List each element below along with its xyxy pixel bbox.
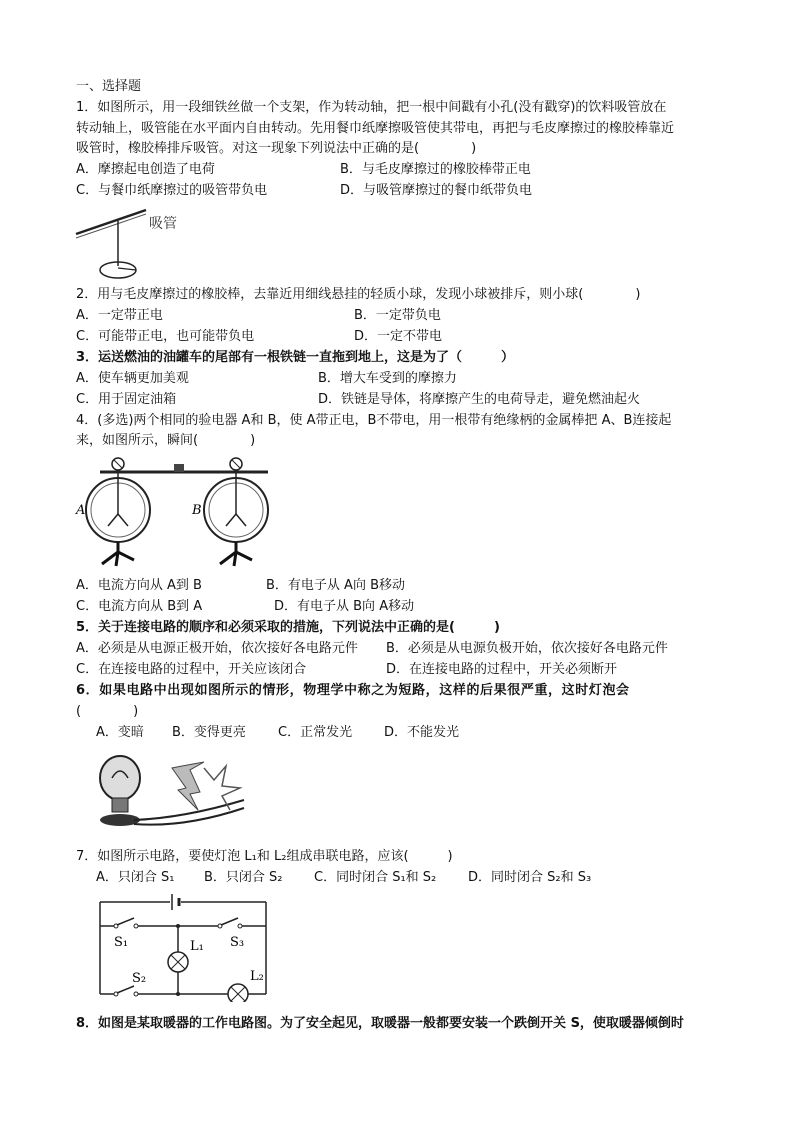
junction-top: [176, 924, 180, 928]
lamp-l2: [228, 984, 248, 1002]
q2-option-a: A．一定带正电: [76, 308, 163, 323]
section-title: 一、选择题: [76, 79, 142, 94]
wire-2: [134, 808, 244, 825]
stand-wire: [118, 268, 136, 270]
bulb-glass: [100, 756, 140, 800]
q2-option-d: D．一定不带电: [354, 329, 443, 344]
label-l1: L₁: [190, 939, 204, 954]
q6-line-1: 6．如果电路中出现如图所示的情形，物理学中称之为短路，这样的后果很严重，这时灯泡会: [76, 683, 630, 698]
q4-option-d: D．有电子从 B向 A移动: [274, 599, 415, 614]
electroscope-b-stand: [220, 542, 252, 566]
q5-option-c: C．在连接电路的过程中，开关应该闭合: [76, 662, 307, 677]
switch-s2: [117, 986, 134, 993]
q6-line-2: ( ): [76, 704, 139, 719]
q5-line-1: 5．关于连接电路的顺序和必须采取的措施，下列说法中正确的是( ): [76, 620, 500, 635]
q7-option-b: B．只闭合 S₂: [204, 870, 283, 885]
q2-line-1: 2．用与毛皮摩擦过的橡胶棒，去靠近用细线悬挂的轻质小球，发现小球被排斥，则小球( ): [76, 287, 641, 302]
q3-line-1: 3．运送燃油的油罐车的尾部有一根铁链一直拖到地上，这是为了（ ）: [76, 350, 515, 365]
switch-s3: [221, 918, 238, 925]
q1-line-1: 1．如图所示，用一段细铁丝做一个支架，作为转动轴，把一根中间戳有小孔(没有戳穿)的饮料吸管放在: [76, 100, 667, 115]
q6-option-d: D．不能发光: [384, 725, 460, 740]
electroscope-figure: [74, 452, 274, 570]
q6-option-c: C．正常发光: [278, 725, 353, 740]
label-b: B: [192, 503, 202, 518]
q6-option-a: A．变暗: [96, 725, 144, 740]
q6-option-b: B．变得更亮: [172, 725, 246, 740]
straw-label: 吸管: [149, 216, 177, 232]
q4-line-1: 4．(多选)两个相同的验电器 A和 B，使 A带正电，B不带电，用一根带有绝缘柄的金属棒把 A、B连接起: [76, 413, 672, 428]
q1-option-a: A．摩擦起电创造了电荷: [76, 162, 215, 177]
q7-option-a: A．只闭合 S₁: [96, 870, 175, 885]
straw-line: [76, 210, 146, 234]
s1-contact-b: [134, 924, 138, 928]
bulb-socket: [112, 798, 128, 812]
q7-option-d: D．同时闭合 S₂和 S₃: [468, 870, 592, 885]
q4-option-a: A．电流方向从 A到 B: [76, 578, 202, 593]
q8-line-1: 8．如图是某取暖器的工作电路图。为了安全起见，取暖器一般都要安装一个跌倒开关 S，使取暖器倾倒时: [76, 1016, 684, 1031]
q1-option-d: D．与吸管摩擦过的餐巾纸带负电: [340, 183, 533, 198]
switch-s1: [117, 918, 134, 925]
q1-option-c: C．与餐巾纸摩擦过的吸管带负电: [76, 183, 268, 198]
q3-option-b: B．增大车受到的摩擦力: [318, 371, 457, 386]
straw-line-edge: [76, 214, 146, 238]
q1-option-b: B．与毛皮摩擦过的橡胶棒带正电: [340, 162, 531, 177]
insulating-handle: [174, 464, 184, 472]
q5-option-a: A．必须是从电源正极开始，依次接好各电路元件: [76, 641, 358, 656]
q5-option-b: B．必须是从电源负极开始，依次接好各电路元件: [386, 641, 668, 656]
s3-contact-b: [238, 924, 242, 928]
circuit-diagram: [94, 888, 274, 1002]
q4-line-2: 来，如图所示，瞬间( ): [76, 433, 256, 448]
label-s3: S₃: [230, 935, 245, 950]
q3-option-d: D．铁链是导体，将摩擦产生的电荷导走，避免燃油起火: [318, 392, 641, 407]
q2-option-b: B．一定带负电: [354, 308, 441, 323]
s2-contact-b: [134, 992, 138, 996]
wire-1: [134, 800, 244, 820]
q3-option-a: A．使车辆更加美观: [76, 371, 189, 386]
label-s1: S₁: [114, 935, 129, 950]
straw-figure: [74, 208, 214, 283]
spark-burst: [172, 762, 204, 810]
q4-option-b: B．有电子从 A向 B移动: [266, 578, 405, 593]
junction-bottom: [176, 992, 180, 996]
q1-line-2: 转动轴上，吸管能在水平面内自由转动。先用餐巾纸摩擦吸管使其带电，再把与毛皮摩擦过的橡胶棒靠近: [76, 121, 675, 136]
q7-option-c: C．同时闭合 S₁和 S₂: [314, 870, 437, 885]
q4-option-c: C．电流方向从 B到 A: [76, 599, 203, 614]
q5-option-d: D．在连接电路的过程中，开关必须断开: [386, 662, 618, 677]
q1-line-3: 吸管时，橡胶棒排斥吸管。对这一现象下列说法中正确的是( ): [76, 141, 477, 156]
short-circuit-figure: [94, 748, 250, 840]
electroscope-a-stand: [102, 542, 134, 566]
q7-line-1: 7．如图所示电路，要使灯泡 L₁和 L₂组成串联电路，应该( ): [76, 849, 453, 864]
label-l2: L₂: [250, 969, 264, 984]
label-a: A: [76, 503, 86, 518]
q3-option-c: C．用于固定油箱: [76, 392, 177, 407]
label-s2: S₂: [132, 971, 147, 986]
q2-option-c: C．可能带正电，也可能带负电: [76, 329, 255, 344]
